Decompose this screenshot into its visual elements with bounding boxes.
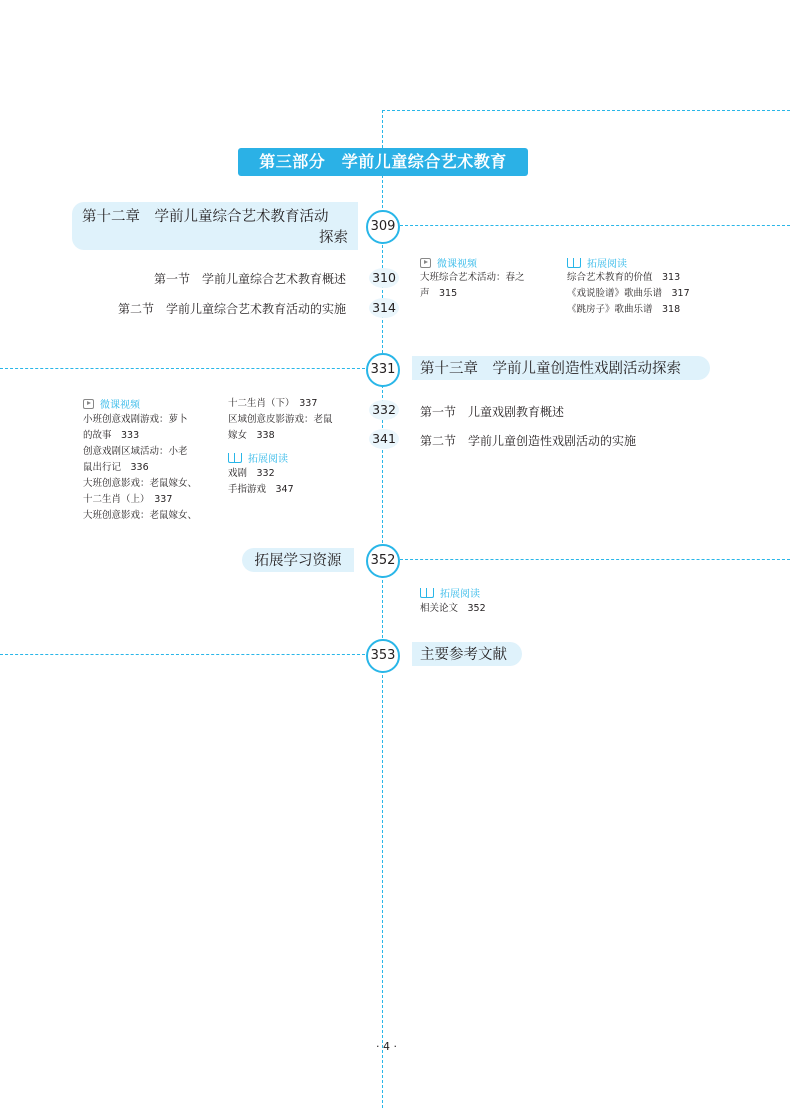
- chapter13-reading-title-text: 拓展阅读: [248, 454, 288, 465]
- chapter12-section2-page[interactable]: 314: [369, 298, 399, 318]
- chapter13-title[interactable]: [412, 356, 710, 380]
- chapter12-video-item1[interactable]: 大班综合艺术活动：春之: [420, 272, 525, 283]
- chapter12-section1-page[interactable]: 310: [369, 268, 399, 288]
- chapter13-page-circle[interactable]: 331: [366, 353, 400, 387]
- chapter12-reading-item3[interactable]: 《跳房子》歌曲乐谱 318: [567, 304, 681, 315]
- chapter12-video-title: [420, 255, 477, 270]
- chapter12-video-item2[interactable]: 声 315: [420, 288, 458, 299]
- chapter12-section1-label[interactable]: 第一节 学前儿童综合艺术教育概述: [153, 272, 346, 286]
- chapter13-section2-page[interactable]: 341: [369, 429, 399, 449]
- chapter12-section2-label[interactable]: 第二节 学前儿童综合艺术教育活动的实施: [117, 302, 346, 316]
- references-title-text: 主要参考文献: [420, 647, 507, 663]
- video-icon: [83, 399, 94, 409]
- chapter12-video-title-text: 微课视频: [437, 259, 477, 270]
- chapter13-section1-page[interactable]: 332: [369, 400, 399, 420]
- references-title[interactable]: [412, 642, 522, 666]
- chapter13-section2-label[interactable]: 第二节 学前儿童创造性戏剧活动的实施: [420, 434, 637, 448]
- chapter12-reading-title-text: 拓展阅读: [587, 259, 627, 270]
- chapter13-video-item1[interactable]: 小班创意戏剧游戏：萝卜: [83, 414, 188, 425]
- resources-title-text: 拓展学习资源: [254, 553, 342, 569]
- chapter13-video-item2[interactable]: 的故事 333: [83, 430, 140, 441]
- chapter13-video-item10[interactable]: 嫁女 338: [228, 430, 275, 441]
- top-guide-line: [382, 110, 790, 111]
- references-page-circle[interactable]: 353: [366, 639, 400, 673]
- references-guide-line: [0, 654, 365, 655]
- chapter12-guide-line: [400, 225, 790, 226]
- chapter12-reading-title: [567, 255, 627, 270]
- chapter12-title[interactable]: [72, 202, 358, 250]
- chapter13-video-item3[interactable]: 创意戏剧区域活动：小老: [83, 446, 188, 457]
- book-icon: [567, 258, 581, 268]
- chapter12-reading-item1[interactable]: 综合艺术教育的价值 313: [567, 272, 681, 283]
- resources-reading-title: [420, 585, 480, 600]
- chapter13-reading-title: [228, 450, 288, 465]
- chapter13-video-item7[interactable]: 大班创意影戏：老鼠嫁女、: [83, 510, 198, 521]
- page-number: · 4 ·: [376, 1040, 397, 1053]
- resources-reading-title-text: 拓展阅读: [440, 589, 480, 600]
- chapter13-video-title-text: 微课视频: [100, 400, 140, 411]
- chapter12-reading-item2[interactable]: 《戏说脸谱》歌曲乐谱 317: [567, 288, 690, 299]
- vertical-guide-line: [382, 110, 383, 1108]
- part-banner: 第三部分 学前儿童综合艺术教育: [238, 148, 528, 176]
- resources-guide-line: [400, 559, 790, 560]
- chapter13-video-item4[interactable]: 鼠出行记 336: [83, 462, 149, 473]
- video-icon: [420, 258, 431, 268]
- chapter13-video-item9[interactable]: 区域创意皮影游戏：老鼠: [228, 414, 333, 425]
- chapter13-video-title: [83, 396, 140, 411]
- chapter13-section1-label[interactable]: 第一节 儿童戏剧教育概述: [420, 405, 565, 419]
- chapter12-title-line1: 第十二章 学前儿童综合艺术教育活动: [82, 209, 329, 225]
- chapter12-title-line2: 探索: [319, 230, 348, 246]
- resources-reading-item1[interactable]: 相关论文 352: [420, 603, 486, 614]
- chapter13-title-text: 第十三章 学前儿童创造性戏剧活动探索: [420, 361, 681, 377]
- chapter13-video-item5[interactable]: 大班创意影戏：老鼠嫁女、: [83, 478, 198, 489]
- book-icon: [228, 453, 242, 463]
- chapter12-page-circle[interactable]: 309: [366, 210, 400, 244]
- book-icon: [420, 588, 434, 598]
- resources-title[interactable]: [242, 548, 354, 572]
- resources-page-circle[interactable]: 352: [366, 544, 400, 578]
- chapter13-reading-item2[interactable]: 手指游戏 347: [228, 484, 294, 495]
- chapter13-video-item6[interactable]: 十二生肖（上） 337: [83, 494, 173, 505]
- chapter13-guide-line: [0, 368, 365, 369]
- chapter13-reading-item1[interactable]: 戏剧 332: [228, 468, 275, 479]
- chapter13-video-item8[interactable]: 十二生肖（下） 337: [228, 398, 318, 409]
